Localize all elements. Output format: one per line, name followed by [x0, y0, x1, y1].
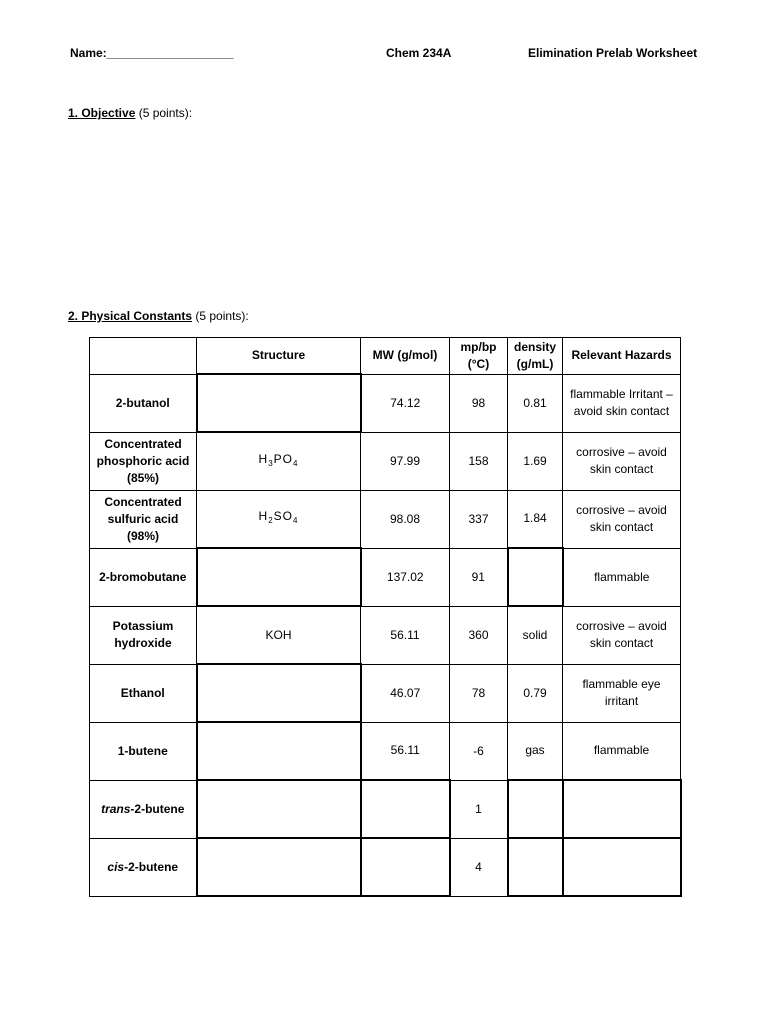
compound-cell: Ethanol	[90, 664, 197, 722]
structure-cell: KOH	[197, 606, 361, 664]
hazards-cell: corrosive – avoid skin contact	[563, 606, 681, 664]
header-mpbp: mp/bp (°C)	[450, 338, 508, 375]
objective-label: 1. Objective	[68, 106, 136, 120]
compound-cell: Potassium hydroxide	[90, 606, 197, 664]
table-row	[90, 374, 681, 432]
density-cell: 1.69	[508, 432, 563, 490]
mpbp-cell: 98	[450, 374, 508, 432]
physical-constants-heading	[68, 309, 249, 323]
table-row	[90, 664, 681, 722]
mw-cell: 56.11	[361, 722, 450, 780]
header-hazards: Relevant Hazards	[563, 338, 681, 375]
mpbp-cell: -6	[450, 722, 508, 780]
structure-input-cell[interactable]	[197, 374, 361, 432]
mpbp-cell: 4	[450, 838, 508, 896]
course-code: Chem 234A	[386, 46, 452, 60]
mw-cell: 98.08	[361, 490, 450, 548]
compound-cell: 2-bromobutane	[90, 548, 197, 606]
compound-prefix: cis	[107, 859, 125, 874]
mw-cell: 56.11	[361, 606, 450, 664]
structure-cell	[197, 490, 361, 548]
density-input-cell[interactable]	[508, 780, 563, 838]
structure-input-cell[interactable]	[197, 664, 361, 722]
hazards-cell: flammable	[563, 722, 681, 780]
hazards-input-cell[interactable]	[563, 780, 681, 838]
structure-input-cell[interactable]	[197, 548, 361, 606]
physical-constants-label: 2. Physical Constants	[68, 309, 193, 323]
compound-cell: 2-butanol	[90, 374, 197, 432]
hazards-cell: flammable Irritant – avoid skin contact	[563, 374, 681, 432]
table-row	[90, 838, 681, 896]
density-cell: gas	[508, 722, 563, 780]
hazards-cell: flammable eye irritant	[563, 664, 681, 722]
hazards-input-cell[interactable]	[563, 838, 681, 896]
table-row	[90, 722, 681, 780]
structure-input-cell[interactable]	[197, 780, 361, 838]
compound-cell: Concentrated phosphoric acid (85%)	[90, 432, 197, 490]
table-row	[90, 606, 681, 664]
header-density: density (g/mL)	[508, 338, 563, 375]
mw-input-cell[interactable]	[361, 780, 450, 838]
physical-constants-points: (5 points):	[192, 309, 249, 323]
structure-formula: $H_3PO_4$	[258, 451, 299, 468]
name-field-label: Name:___________________	[70, 46, 234, 60]
structure-input-cell[interactable]	[197, 838, 361, 896]
compound-cell: 1-butene	[90, 722, 197, 780]
compound-prefix: trans	[101, 801, 131, 816]
density-cell: 0.81	[508, 374, 563, 432]
compound-cell	[90, 838, 197, 896]
mpbp-cell: 337	[450, 490, 508, 548]
mpbp-cell: 78	[450, 664, 508, 722]
mpbp-cell: 360	[450, 606, 508, 664]
structure-input-cell[interactable]	[197, 722, 361, 780]
mw-cell: 74.12	[361, 374, 450, 432]
header-structure: Structure	[197, 338, 361, 375]
density-cell: 1.84	[508, 490, 563, 548]
header-mw: MW (g/mol)	[361, 338, 450, 375]
header-compound	[90, 338, 197, 375]
table-row	[90, 432, 681, 490]
density-cell: solid	[508, 606, 563, 664]
compound-cell	[90, 780, 197, 838]
density-input-cell[interactable]	[508, 838, 563, 896]
physical-constants-table	[89, 337, 682, 897]
mw-cell: 46.07	[361, 664, 450, 722]
compound-name: -2-butene	[124, 859, 179, 874]
mw-input-cell[interactable]	[361, 838, 450, 896]
objective-points: (5 points):	[135, 106, 193, 120]
table-row	[90, 490, 681, 548]
structure-formula: $H_2SO_4$	[258, 509, 299, 526]
table-row	[90, 548, 681, 606]
worksheet-title: Elimination Prelab Worksheet	[528, 46, 698, 60]
mpbp-cell: 1	[450, 780, 508, 838]
table-header-row	[90, 338, 681, 375]
hazards-cell: corrosive – avoid skin contact	[563, 432, 681, 490]
mw-cell: 97.99	[361, 432, 450, 490]
compound-name: -2-butene	[130, 801, 185, 816]
density-cell: 0.79	[508, 664, 563, 722]
hazards-cell: corrosive – avoid skin contact	[563, 490, 681, 548]
objective-heading	[68, 106, 192, 120]
table-row	[90, 780, 681, 838]
mpbp-cell: 91	[450, 548, 508, 606]
mw-cell: 137.02	[361, 548, 450, 606]
hazards-cell: flammable	[563, 548, 681, 606]
density-input-cell[interactable]	[508, 548, 563, 606]
structure-cell	[197, 432, 361, 490]
compound-cell: Concentrated sulfuric acid (98%)	[90, 490, 197, 548]
mpbp-cell: 158	[450, 432, 508, 490]
